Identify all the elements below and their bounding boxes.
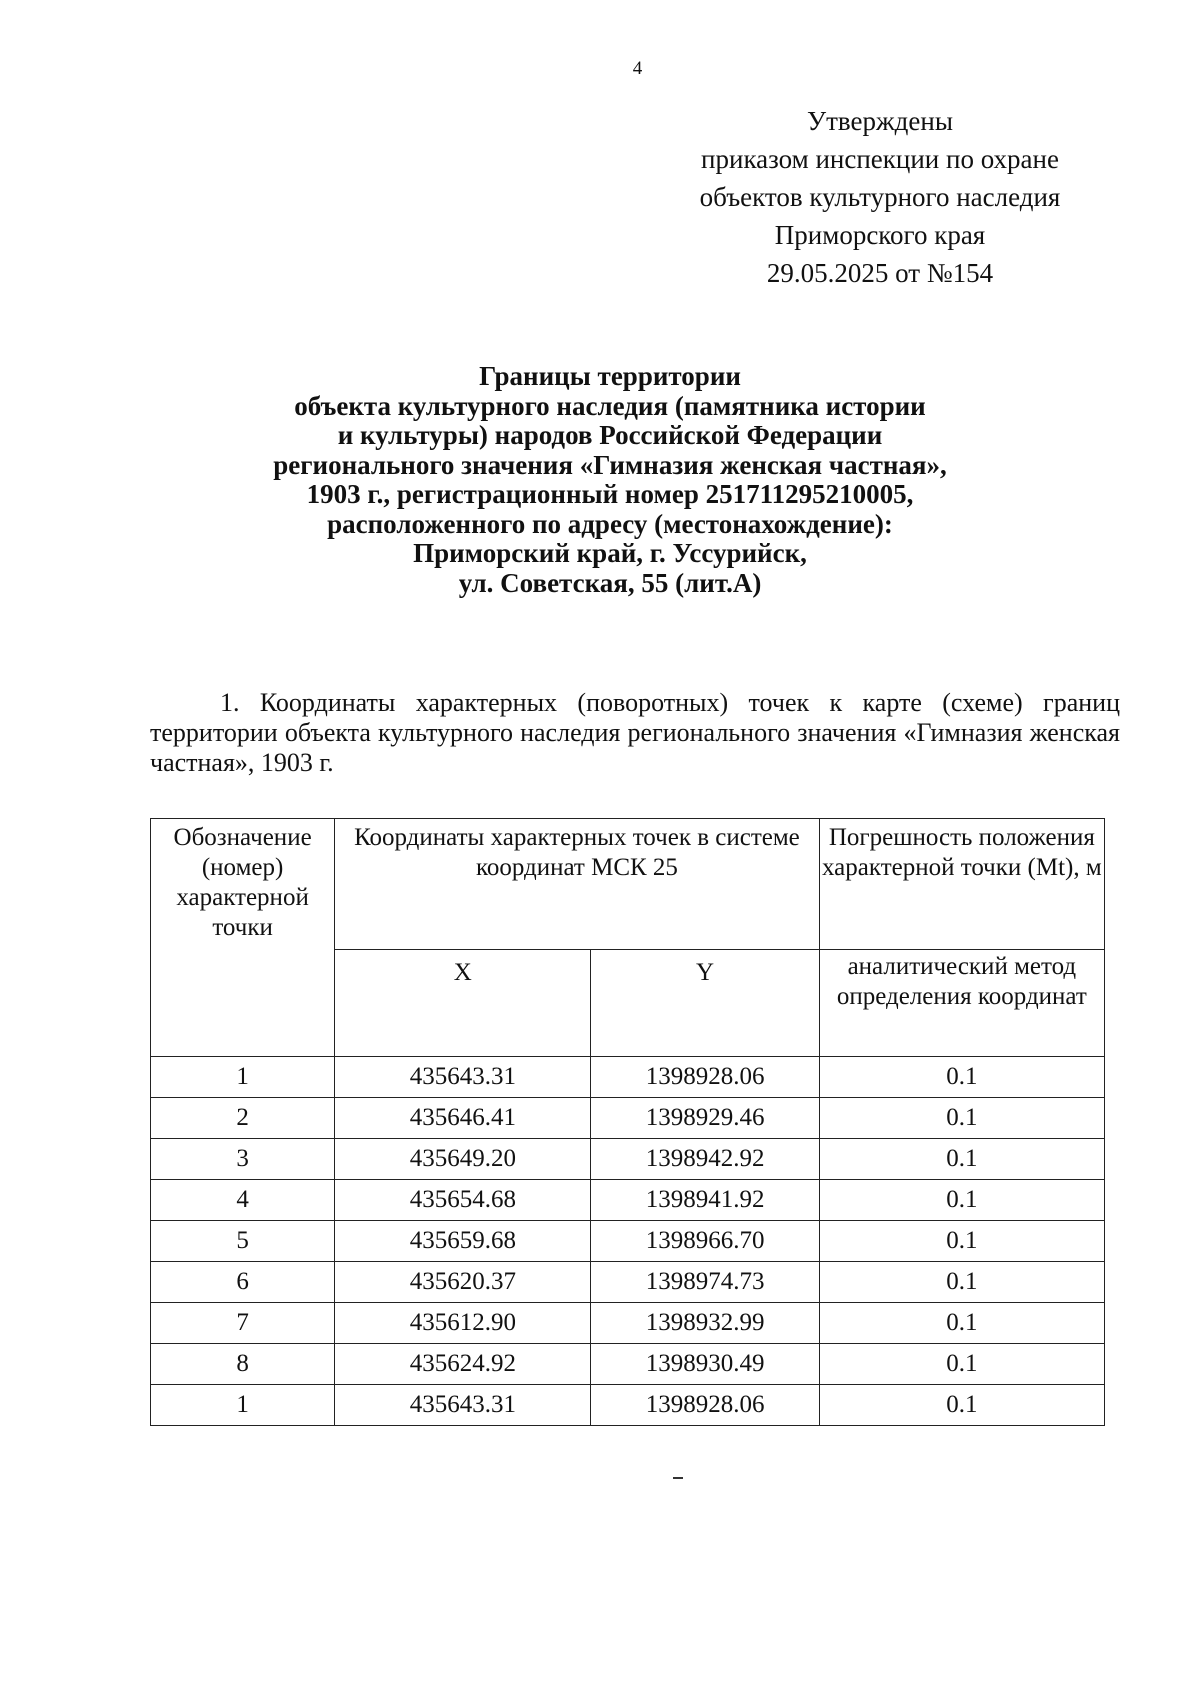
table-row [151,1221,1105,1262]
table-row [151,1262,1105,1303]
cell-error: 0.1 [819,1139,1104,1180]
title-line: ул. Советская, 55 (лит.А) [458,567,762,598]
header-method: аналитический метод определения координат [819,950,1104,1057]
cell-x: 435649.20 [335,1139,591,1180]
header-designation: Обозначение (номер) характерной точки [151,819,335,1057]
title-line: Приморский край, г. Уссурийск, [413,538,807,568]
title-line: расположенного по адресу (местонахождение): [327,508,893,539]
cell-x: 435643.31 [335,1057,591,1098]
title-line: регионального значения «Гимназия женская частная», [273,449,947,480]
table-row [151,1385,1105,1426]
cell-y: 1398929.46 [591,1098,819,1139]
table-row [151,1303,1105,1344]
page-number: 4 [632,58,643,79]
cell-num: 3 [151,1139,335,1180]
cell-y: 1398966.70 [591,1221,819,1262]
table-row [151,1098,1105,1139]
cell-error: 0.1 [819,1262,1104,1303]
cell-x: 435620.37 [335,1262,591,1303]
header-y: Y [591,950,819,1057]
title-line: объекта культурного наследия (памятника истории [294,390,926,421]
cell-y: 1398942.92 [591,1139,819,1180]
table-row [151,1139,1105,1180]
cell-num: 4 [151,1180,335,1221]
header-x: X [335,950,591,1057]
cell-x: 435612.90 [335,1303,591,1344]
cell-num: 8 [151,1344,335,1385]
cell-num: 1 [151,1057,335,1098]
cell-x: 435646.41 [335,1098,591,1139]
cell-num: 1 [151,1385,335,1426]
cell-y: 1398941.92 [591,1180,819,1221]
table-header-row [151,819,1105,950]
cell-x: 435654.68 [335,1180,591,1221]
cell-error: 0.1 [819,1180,1104,1221]
cell-error: 0.1 [819,1057,1104,1098]
cell-num: 6 [151,1262,335,1303]
header-error: Погрешность положения характерной точки (Mt), м [819,819,1104,950]
approval-line: Утверждены [807,106,953,136]
table-row [151,1057,1105,1098]
header-coordinates: Координаты характерных точек в системе координат МСК 25 [335,819,820,950]
title-line: 1903 г., регистрационный номер 251711295210005, [306,479,914,509]
cell-error: 0.1 [819,1303,1104,1344]
approval-date: 29.05.2025 от №154 [766,258,994,288]
title-line: и культуры) народов Российской Федерации [337,420,883,450]
paragraph-text: 1. Координаты характерных (поворотных) точек к карте (схеме) границ территории объекта культурного наследия регионального значения «Гимназия женская частная», 1903 г. [150,688,1120,777]
cell-num: 2 [151,1098,335,1139]
coordinates-table [150,818,1105,1426]
approval-line: объектов культурного наследия [699,182,1061,212]
cell-x: 435624.92 [335,1344,591,1385]
approval-line: приказом инспекции по охране [701,144,1059,174]
table-row [151,1180,1105,1221]
approval-line: Приморского края [774,220,986,250]
scan-mark [673,1477,683,1479]
cell-error: 0.1 [819,1098,1104,1139]
document-title [160,362,1060,598]
coordinates-paragraph [150,688,1120,778]
cell-num: 5 [151,1221,335,1262]
approval-block [660,102,1100,292]
cell-y: 1398928.06 [591,1385,819,1426]
cell-y: 1398928.06 [591,1057,819,1098]
cell-num: 7 [151,1303,335,1344]
table-row [151,1344,1105,1385]
cell-error: 0.1 [819,1344,1104,1385]
cell-y: 1398974.73 [591,1262,819,1303]
title-line: Границы территории [479,361,741,391]
cell-y: 1398932.99 [591,1303,819,1344]
cell-error: 0.1 [819,1221,1104,1262]
cell-x: 435643.31 [335,1385,591,1426]
cell-x: 435659.68 [335,1221,591,1262]
cell-y: 1398930.49 [591,1344,819,1385]
cell-error: 0.1 [819,1385,1104,1426]
